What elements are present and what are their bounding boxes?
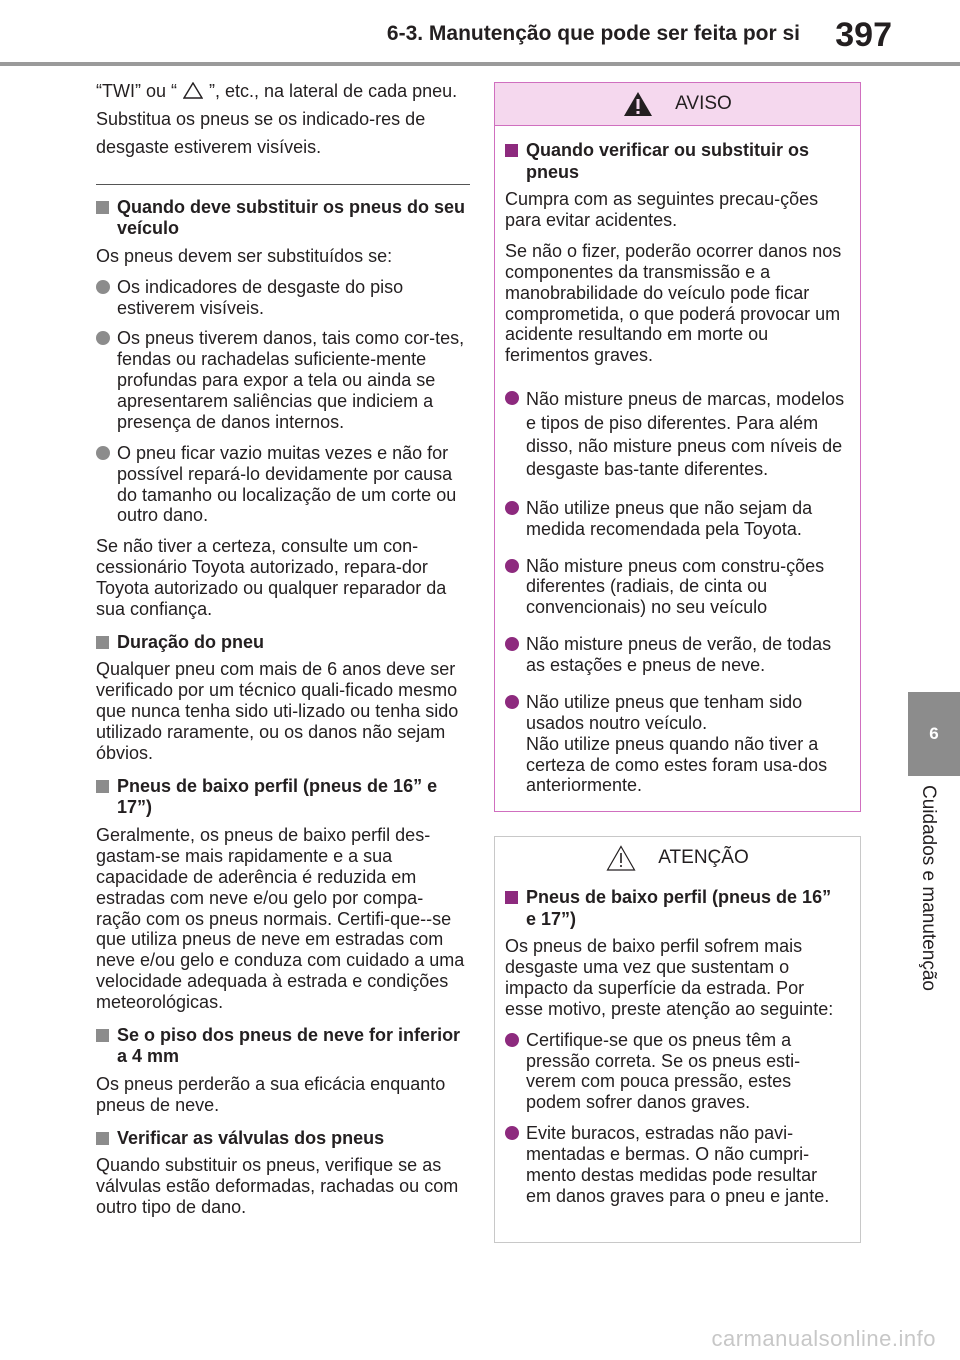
bullet-item — [96, 277, 466, 319]
bullet-text: Não misture pneus de verão, de todas as estações e pneus de neve. — [526, 634, 832, 675]
bullet-line: Não utilize pneus quando não tiver a certeza de como estes foram usa-dos anteriormente. — [526, 733, 828, 796]
bullet-item — [96, 328, 466, 432]
page-number: 397 — [835, 16, 892, 54]
square-bullet-icon — [96, 1029, 109, 1042]
warning-box — [494, 82, 861, 812]
warning-triangle-icon — [623, 91, 653, 117]
bullet-text: Os indicadores de desgaste do piso estiverem visíveis. — [117, 276, 404, 318]
bullet-text: Não misture pneus com constru-ções diferentes (radiais, de cinta ou convencionais) no seu veículo — [526, 555, 825, 618]
caution-header — [495, 837, 860, 879]
paragraph: Quando substituir os pneus, verifique se as válvulas estão deformadas, rachadas ou com outro tipo de dano. — [96, 1155, 459, 1218]
heading-text: Duração do pneu — [117, 631, 265, 652]
warning-body — [495, 126, 860, 796]
bullet-text: Não misture pneus de marcas, modelos e tipos de piso diferentes. Para além disso, não misture pneus com níveis de desgaste bas-tante diferentes. — [526, 389, 845, 480]
heading-text: Pneus de baixo perfil (pneus de 16” e 17”) — [526, 887, 832, 929]
paragraph: Os pneus perderão a sua eficácia enquanto pneus de neve. — [96, 1074, 446, 1115]
round-bullet-icon — [505, 1126, 519, 1140]
bullet-item — [505, 1123, 846, 1207]
intro-text-start: “TWI” ou “ — [96, 81, 177, 101]
bullet-line: Não utilize pneus que tenham sido usados noutro veículo. — [526, 691, 803, 733]
paragraph: Os pneus devem ser substituídos se: — [96, 245, 393, 266]
heading-text: Pneus de baixo perfil (pneus de 16” e 17”) — [117, 775, 438, 818]
heading-text: Quando verificar ou substituir os pneus — [526, 140, 810, 182]
square-bullet-icon — [96, 201, 109, 214]
square-bullet-icon — [505, 144, 518, 157]
section-title: 6-3. Manutenção que pode ser feita por si — [386, 22, 800, 45]
heading-tire-lifespan — [96, 632, 466, 654]
paragraph: Se não o fizer, poderão ocorrer danos nos componentes da transmissão e a manobrabilidade do veículo pode ficar comprometida, o que poderá provocar um acidente resultando em morte ou ferimentos graves. — [505, 240, 842, 366]
wear-indicator-triangle-icon — [183, 82, 203, 99]
round-bullet-icon — [505, 695, 519, 709]
round-bullet-icon — [505, 637, 519, 651]
round-bullet-icon — [505, 501, 519, 515]
paragraph: Se não tiver a certeza, consulte um con-cessionário Toyota autorizado, repara-dor Toyota autorizado ou qualquer reparador da sua confiança. — [96, 536, 447, 619]
bullet-text: Os pneus tiverem danos, tais como cor-tes, fendas ou rachadelas suficiente-mente profundas para expor a tela ou ainda se apresentarem saliências que indiciem a presença de danos internos. — [117, 328, 465, 432]
caution-body — [495, 879, 860, 1207]
paragraph: Cumpra com as seguintes precau-ções para evitar acidentes. — [505, 189, 819, 231]
caution-box — [494, 836, 861, 1243]
heading-text: Se o piso dos pneus de neve for inferior a 4 mm — [117, 1024, 461, 1067]
caution-triangle-icon — [606, 845, 636, 871]
paragraph: Qualquer pneu com mais de 6 anos deve ser verificado por um técnico quali-ficado mesmo que nunca tenha sido uti-lizado ou tenha sido utilizado raramente, ou os danos não sejam óbvios. — [96, 659, 459, 763]
caution-heading — [505, 887, 846, 930]
heading-valves — [96, 1128, 466, 1150]
round-bullet-icon — [96, 280, 110, 294]
heading-low-profile — [96, 776, 466, 819]
chapter-label: Cuidados e manutenção — [918, 785, 939, 991]
paragraph: Os pneus de baixo perfil sofrem mais desgaste uma vez que sustentam o impacto da superfície da estrada. Por esse motivo, preste atenção ao seguinte: — [505, 936, 834, 1019]
left-column — [96, 78, 466, 1228]
chapter-number: 6 — [929, 724, 939, 743]
bullet-item — [505, 692, 846, 796]
warning-title: AVISO — [675, 92, 732, 114]
warning-header — [495, 83, 860, 126]
header-rule — [0, 62, 960, 66]
bullet-item — [505, 1030, 846, 1114]
heading-snow-tread — [96, 1025, 466, 1068]
section-divider — [96, 184, 470, 185]
bullet-item — [505, 634, 846, 676]
caution-title: ATENÇÃO — [658, 846, 749, 868]
warning-heading — [505, 140, 846, 183]
round-bullet-icon — [505, 1033, 519, 1047]
bullet-text — [526, 692, 846, 796]
square-bullet-icon — [96, 1132, 109, 1145]
square-bullet-icon — [96, 780, 109, 793]
heading-when-replace — [96, 197, 466, 240]
bullet-text: O pneu ficar vazio muitas vezes e não for possível repará-lo devidamente por causa do tamanho ou localização de um corte ou outro dano. — [117, 442, 457, 526]
bullet-item — [505, 556, 846, 619]
bullet-item — [505, 498, 846, 540]
square-bullet-icon — [505, 891, 518, 904]
paragraph: Geralmente, os pneus de baixo perfil des-gastam-se mais rapidamente e a sua capacidade de aderência é reduzida em estradas com neve e/ou gelo por compa-ração com os pneus normais. Certifi-que--se que utiliza pneus de neve em estradas com neve e/ou gelo e conduza com cuidado a uma velocidade adequada à estrada e condições meteorológicas. — [96, 825, 465, 1013]
round-bullet-icon — [505, 559, 519, 573]
heading-text: Quando deve substituir os pneus do seu veículo — [117, 196, 466, 239]
bullet-text: Certifique-se que os pneus têm a pressão correta. Se os pneus esti-verem com pouca pressão, estes podem sofrer danos graves. — [526, 1029, 801, 1113]
chapter-tab[interactable] — [908, 692, 960, 776]
watermark: carmanualsonline.info — [711, 1326, 936, 1351]
square-bullet-icon — [96, 636, 109, 649]
intro-paragraph — [96, 78, 466, 162]
intro-text-end: ”, etc., na lateral de cada pneu. Substitua os pneus se os indicado-res de desgaste estiverem visíveis. — [96, 81, 458, 157]
bullet-item — [505, 388, 846, 482]
bullet-item — [96, 443, 466, 527]
round-bullet-icon — [96, 446, 110, 460]
round-bullet-icon — [505, 391, 519, 405]
bullet-text: Não utilize pneus que não sejam da medida recomendada pela Toyota. — [526, 497, 813, 539]
heading-text: Verificar as válvulas dos pneus — [117, 1127, 385, 1148]
round-bullet-icon — [96, 331, 110, 345]
bullet-text: Evite buracos, estradas não pavi-mentadas e bermas. O não cumpri-mento destas medidas pode resultar em danos graves para o pneu e jante. — [526, 1123, 830, 1206]
